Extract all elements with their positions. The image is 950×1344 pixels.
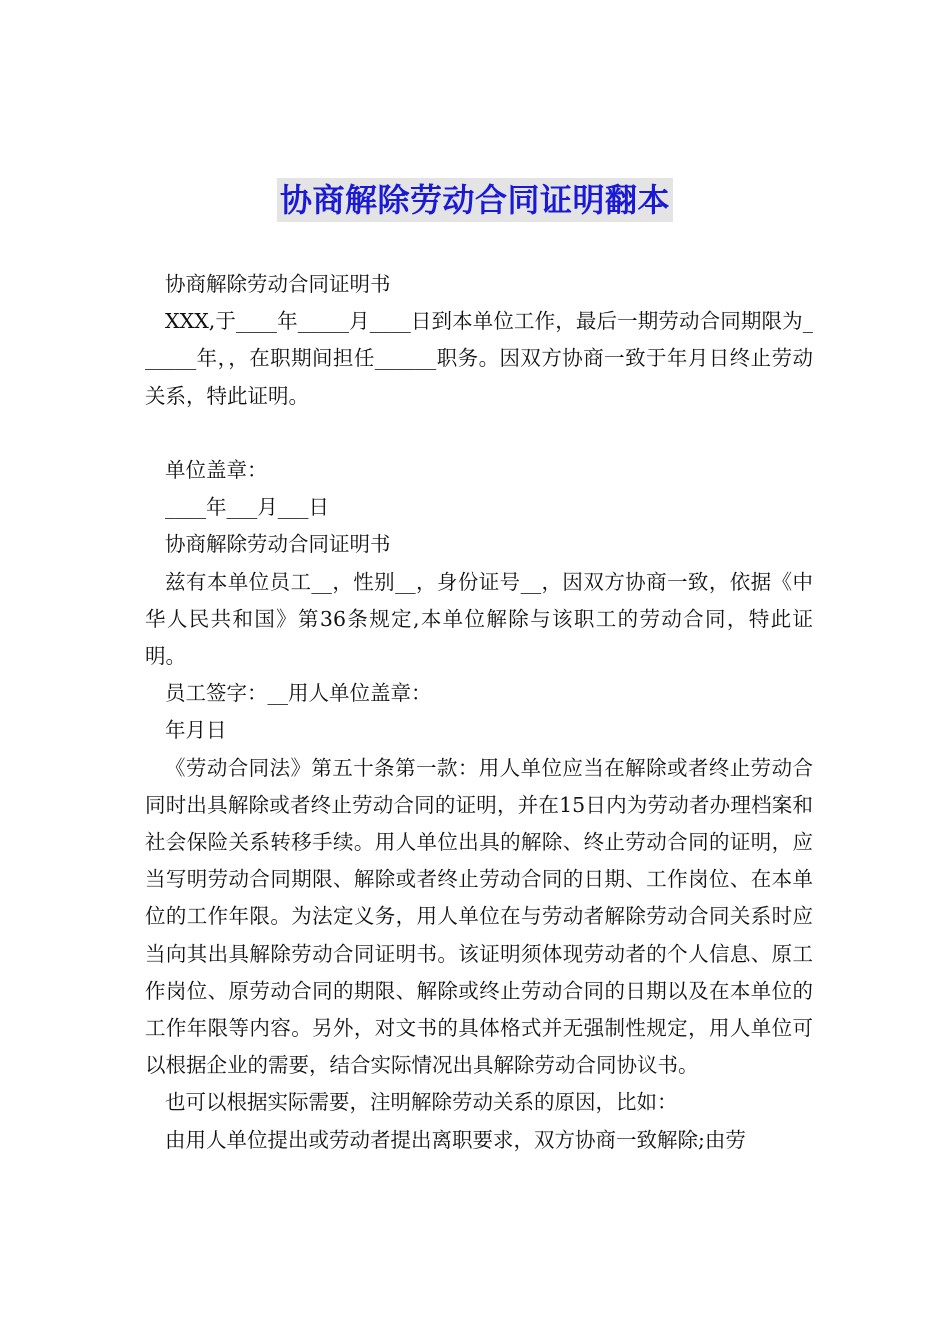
blank-line	[145, 415, 813, 452]
paragraph-heading-1: 协商解除劳动合同证明书	[165, 272, 391, 296]
paragraph-date-2: 年月日	[165, 718, 227, 743]
paragraph-reason-example: 由用人单位提出或劳动者提出离职要求，双方协商一致解除;由劳	[165, 1127, 746, 1152]
paragraph-signature: 员工签字：__用人单位盖章：	[165, 681, 432, 706]
document-body	[145, 266, 813, 1159]
paragraph-heading-2: 协商解除劳动合同证明书	[165, 532, 391, 557]
document-title: 协商解除劳动合同证明翻本	[277, 178, 673, 222]
paragraph-certificate-2: 兹有本单位员工__，性别__，身份证号__，因双方协商一致，依据《中华人民共和国》第36条规定,本单位解除与该职工的劳动合同，特此证明。	[145, 569, 813, 669]
paragraph-law-article: 《劳动合同法》第五十条第一款：用人单位应当在解除或者终止劳动合同时出具解除或者终止劳动合同的证明，并在15日内为劳动者办理档案和社会保险关系转移手续。用人单位出具的解除、终止劳动合同的证明，应当写明劳动合同期限、解除或者终止劳动合同的日期、工作岗位、在本单位的工作年限。为法定义务，用人单位在与劳动者解除劳动合同关系时应当向其出具解除劳动合同证明书。该证明须体现劳动者的个人信息、原工作岗位、原劳动合同的期限、解除或终止劳动合同的日期以及在本单位的工作年限等内容。另外，对文书的具体格式并无强制性规定，用人单位可以根据企业的需要，结合实际情况出具解除劳动合同协议书。	[145, 755, 813, 1078]
paragraph-certificate-1: XXX,于____年_____月____日到本单位工作，最后一期劳动合同期限为______年，，在职期间担任______职务。因双方协商一致于年月日终止劳动关系，特此证明。	[145, 309, 813, 408]
paragraph-reason-note: 也可以根据实际需要，注明解除劳动关系的原因，比如：	[165, 1090, 678, 1115]
title-container	[0, 178, 950, 222]
paragraph-date-line: ____年___月___日	[165, 495, 329, 520]
paragraph-unit-seal: 单位盖章：	[165, 458, 268, 482]
